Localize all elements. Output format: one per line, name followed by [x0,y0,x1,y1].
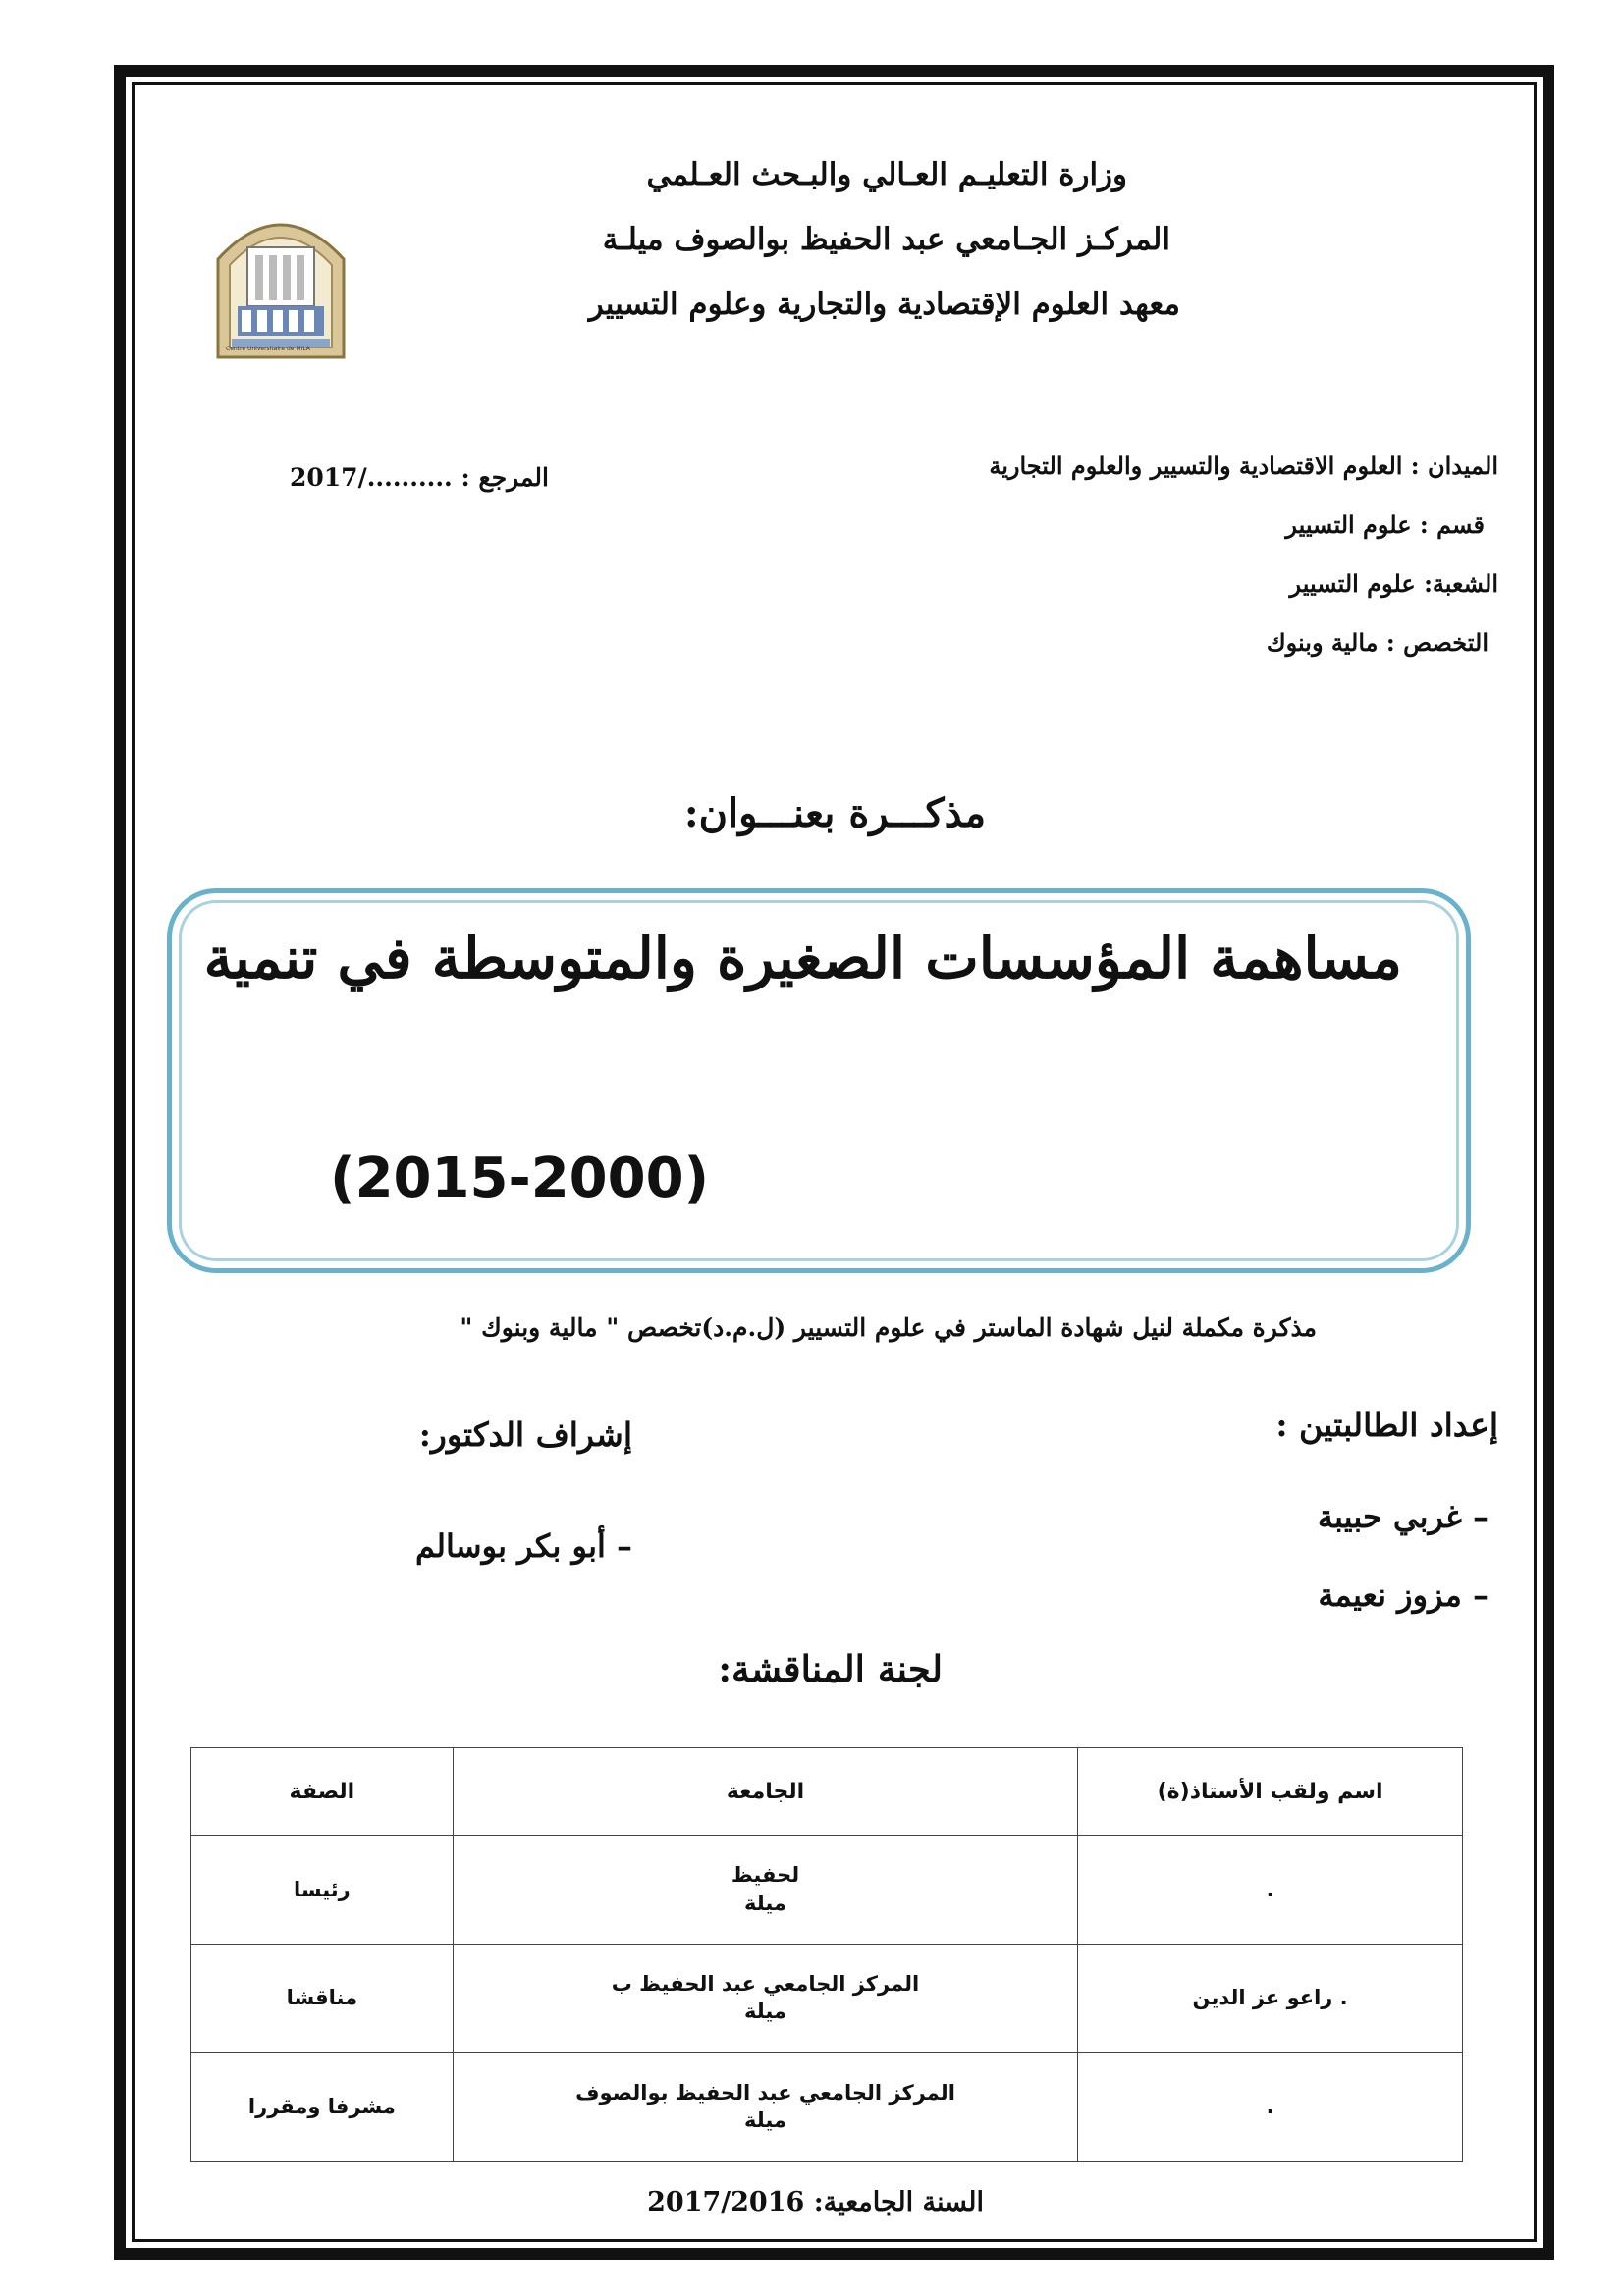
memo-subtitle: مذكرة مكملة لنيل شهادة الماستر في علوم التسيير (ل.م.د)تخصص " مالية وبنوك " [460,1313,1317,1342]
ministry-name: وزارة التعليـم العـالي والبـحث العـلمي [646,157,1127,192]
member-university: المركز الجامعي عبد الحفيظ ب ميلة [453,1944,1077,2053]
header-role: الصفة [191,1748,454,1836]
memo-title-years: (2015-2000) [330,1147,710,1210]
supervisor-label: إشراف الدكتور: [418,1415,632,1454]
table-row [191,1944,1463,2053]
committee-table [190,1747,1463,2162]
university-logo [208,200,353,365]
reference-number: المرجع : ........../2017 [290,463,549,492]
table-row [191,1836,1463,1945]
member-name: . [1078,2053,1463,2162]
memo-label: مذكـــرة بعنـــوان: [683,790,986,836]
member-university: المركز الجامعي عبد الحفيظ بوالصوف ميلة [453,2053,1077,2162]
supervisor-name: – أبو بكر بوسالم [414,1527,632,1565]
branch-line: الشعبة: علوم التسيير [1289,569,1498,598]
department-line: قسم : علوم التسيير [1285,510,1485,539]
institute-name: معهد العلوم الإقتصادية والتجارية وعلوم التسيير [588,287,1180,322]
table-row [191,2053,1463,2162]
university-name: المركـز الجـامعي عبد الحفيظ بوالصوف ميلـة [602,222,1170,257]
table-header-row [191,1748,1463,1836]
logo-caption: Centre Universitaire de MILA [226,346,310,352]
member-role: رئيسا [191,1836,454,1945]
member-name: . راعو عز الدين [1078,1944,1463,2053]
header-university: الجامعة [453,1748,1077,1836]
member-role: مناقشا [191,1944,454,2053]
academic-year: السنة الجامعية: 2017/2016 [647,2187,984,2217]
student-name-2: – مزوز نعيمة [1318,1576,1489,1614]
member-role: مشرفا ومقررا [191,2053,454,2162]
header-name: اسم ولقب الأستاذ(ة) [1078,1748,1463,1836]
student-name-1: – غربي حبيبة [1317,1498,1489,1535]
memo-title: مساهمة المؤسسات الصغيرة والمتوسطة في تنمية [203,925,1402,991]
member-university: لحفيظ ميلة [453,1836,1077,1945]
field-line: الميدان : العلوم الاقتصادية والتسيير والعلوم التجارية [989,452,1498,480]
students-label: إعداد الطالبتين : [1275,1406,1498,1444]
specialty-line: التخصص : مالية وبنوك [1266,628,1489,657]
member-name: . [1078,1836,1463,1945]
committee-label: لجنة المناقشة: [718,1647,943,1690]
